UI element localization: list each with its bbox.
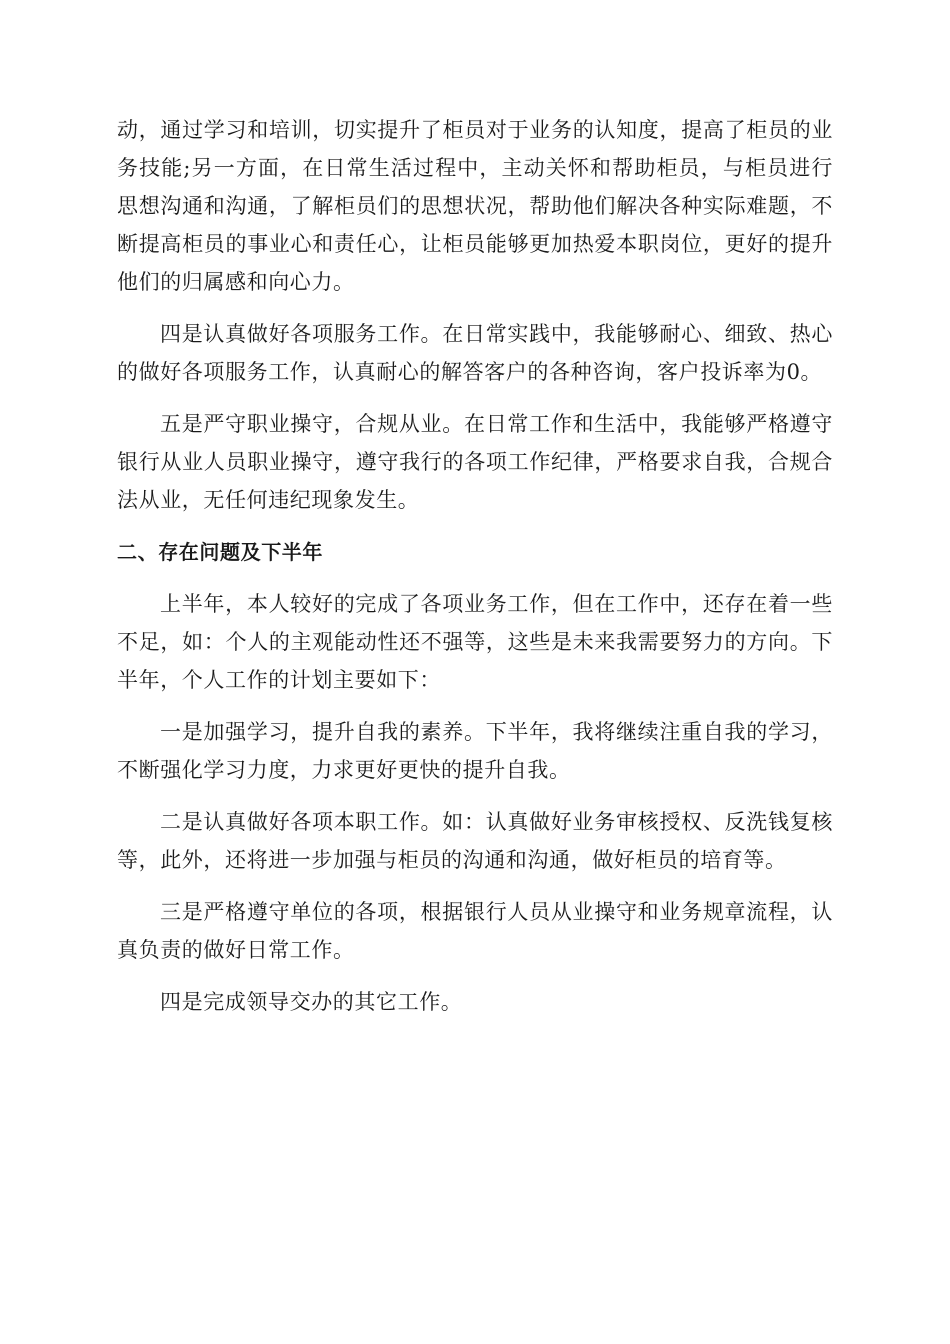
document-body [117,111,833,1035]
paragraph-plan-duties: 二是认真做好各项本职工作。如：认真做好业务审核授权、反洗钱复核等，此外，还将进一步加强与柜员的沟通和沟通，做好柜员的培育等。 [117,810,833,872]
paragraph-first-half-summary: 上半年，本人较好的完成了各项业务工作，但在工作中，还存在着一些不足，如：个人的主观能动性还不强等，这些是未来我需要努力的方向。下半年，个人工作的计划主要如下： [117,592,833,692]
paragraph-plan-other-tasks: 四是完成领导交办的其它工作。 [160,990,463,1014]
paragraph-professional-ethics: 五是严守职业操守，合规从业。在日常工作和生活中，我能够严格遵守银行从业人员职业操守，遵守我行的各项工作纪律，严格要求自我，合规合法从业，无任何违纪现象发生。 [117,412,833,512]
section-heading: 二、存在问题及下半年 [117,540,323,564]
paragraph-service-work: 四是认真做好各项服务工作。在日常实践中，我能够耐心、细致、热心的做好各项服务工作，认真耐心的解答客户的各种咨询，客户投诉率为0。 [117,322,833,384]
paragraph-plan-compliance: 三是严格遵守单位的各项，根据银行人员从业操守和业务规章流程，认真负责的做好日常工作。 [117,900,833,962]
paragraph-plan-study: 一是加强学习，提升自我的素养。下半年，我将继续注重自我的学习，不断强化学习力度，力求更好更快的提升自我。 [117,720,833,782]
paragraph-continuation: 动，通过学习和培训，切实提升了柜员对于业务的认知度，提高了柜员的业务技能;另一方面，在日常生活过程中，主动关怀和帮助柜员，与柜员进行思想沟通和沟通，了解柜员们的思想状况，帮助他们解决各种实际难题，不断提高柜员的事业心和责任心，让柜员能够更加热爱本职岗位，更好的提升他们的归属感和向心力。 [117,118,833,294]
